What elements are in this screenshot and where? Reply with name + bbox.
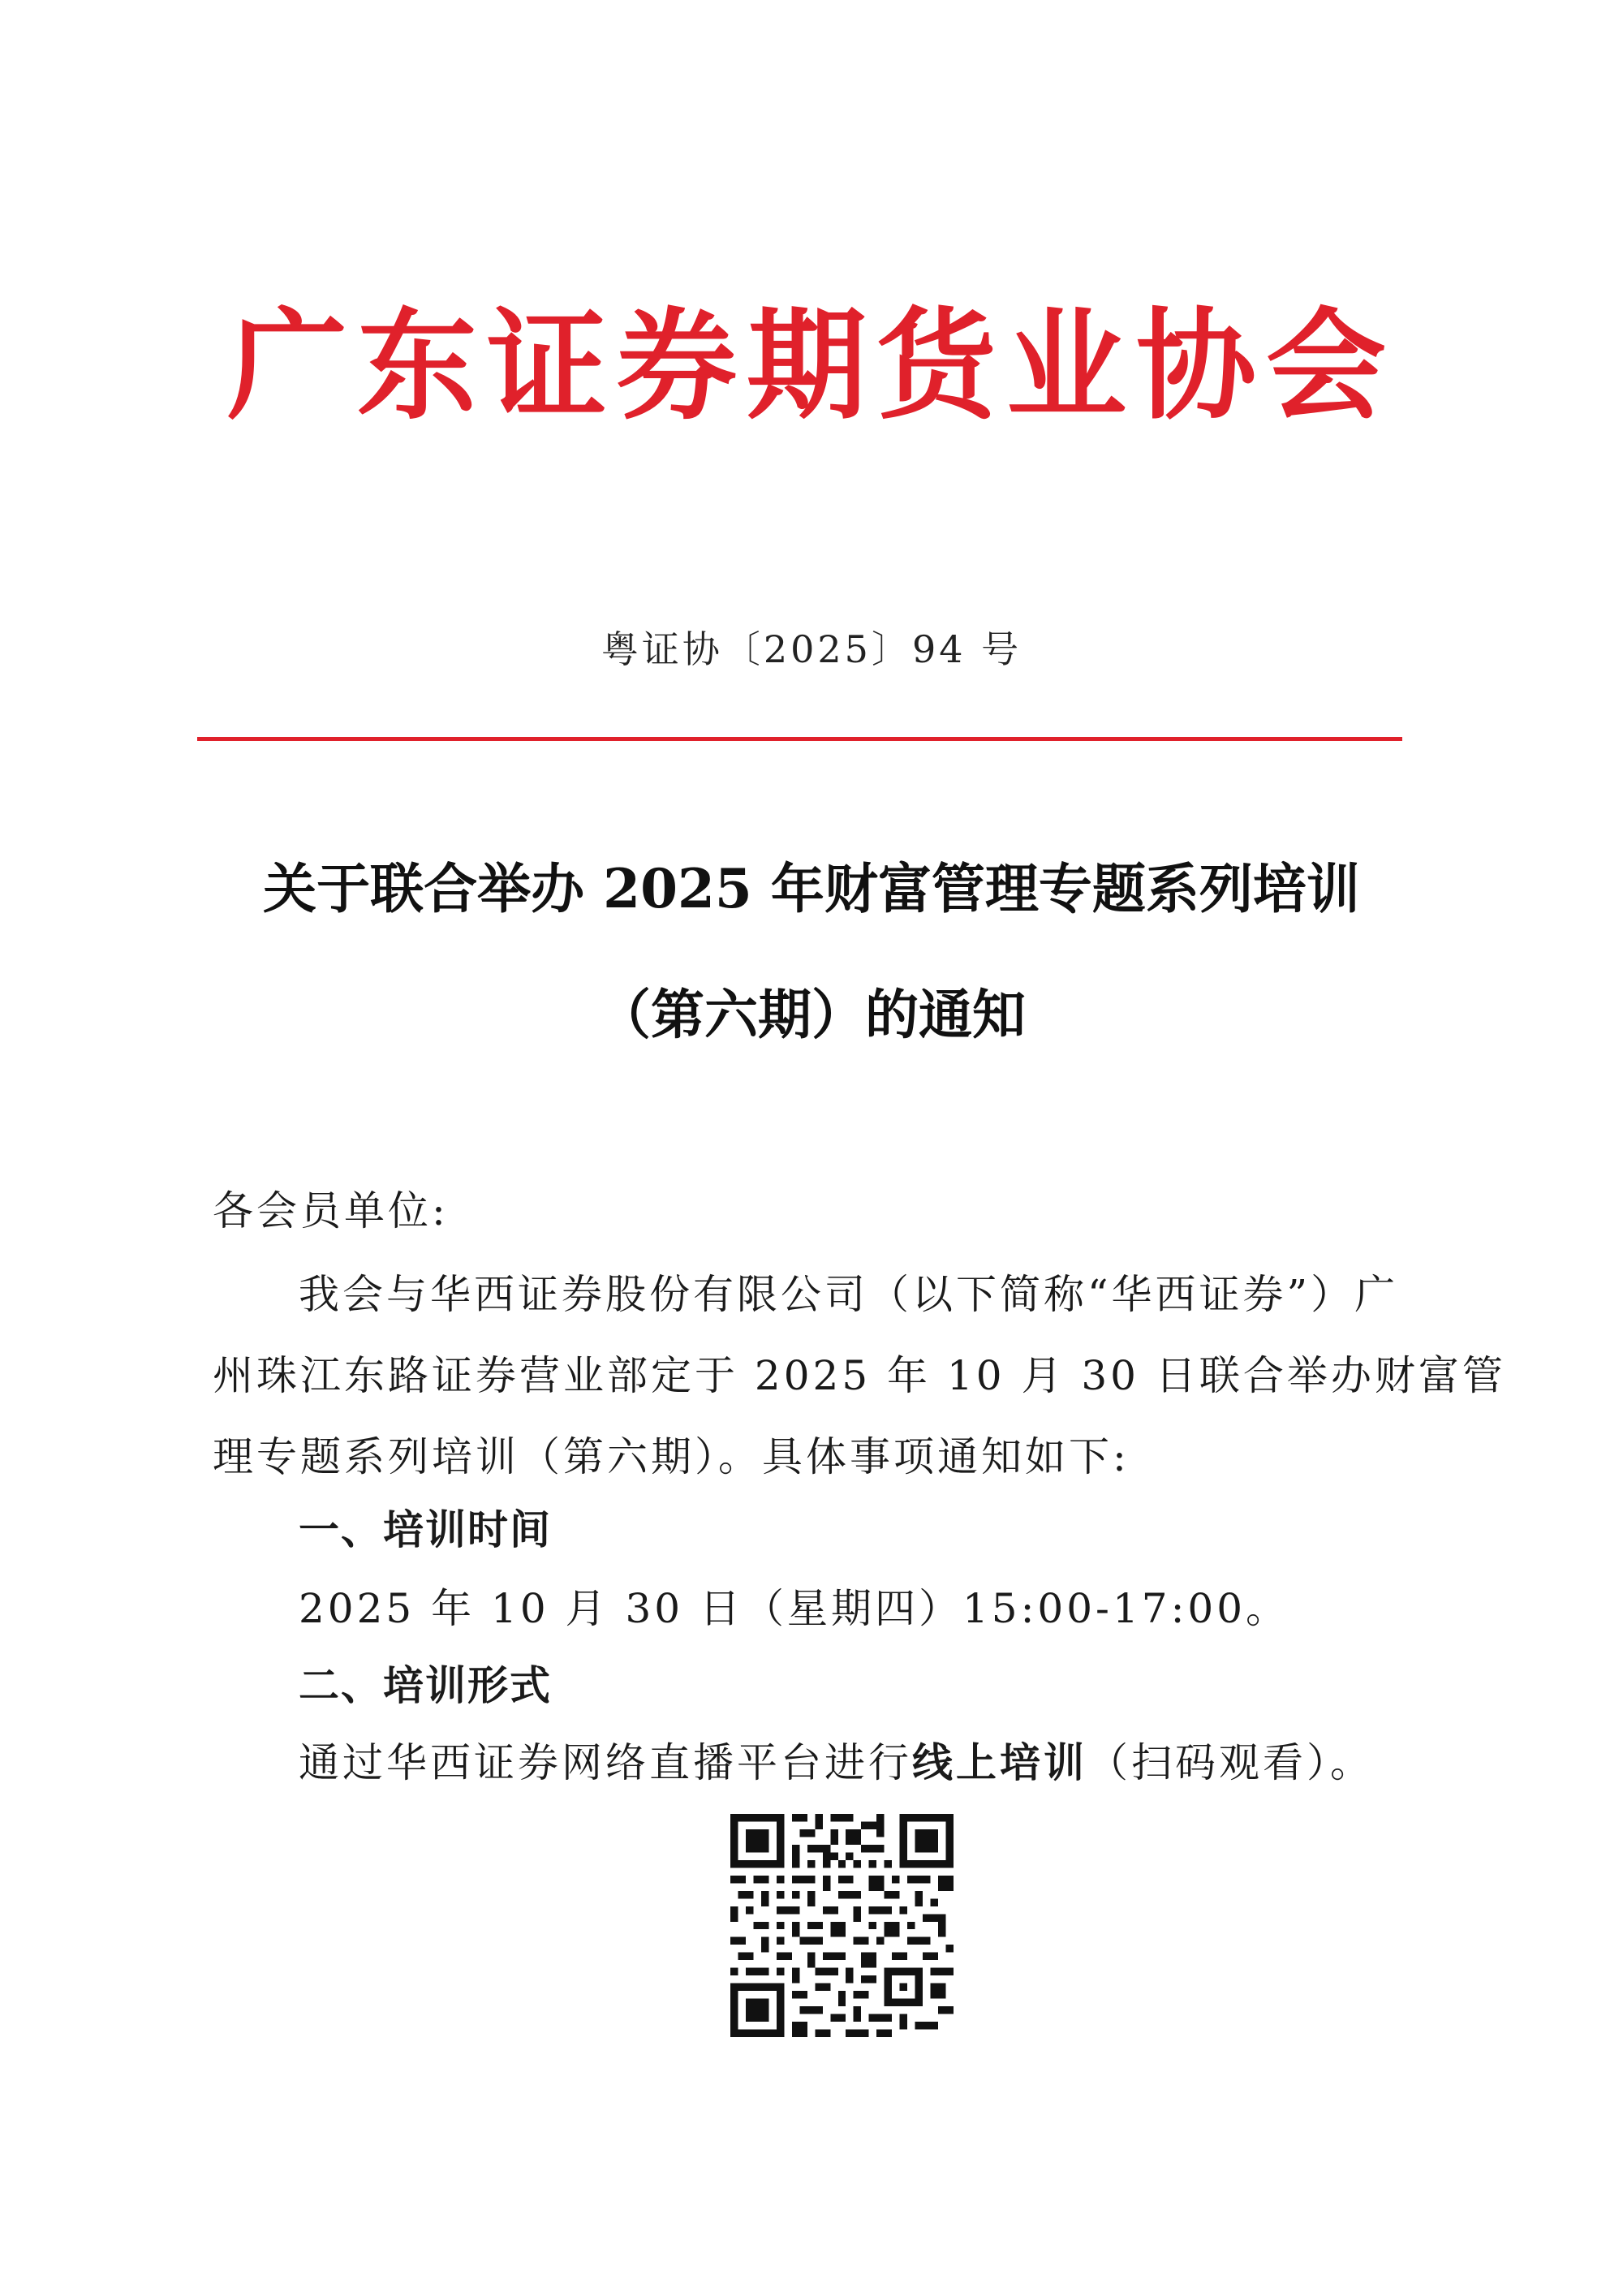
section-1-text: 2025 年 10 月 30 日（星期四）15:00-17:00。	[299, 1585, 1290, 1632]
section-2-text	[299, 1737, 1427, 1789]
section-2-text-pre: 通过华西证券网络直播平台进行	[299, 1739, 912, 1786]
document-title-line-2: （第六期）的通知	[597, 983, 1026, 1046]
paragraph-1-line-2: 州珠江东路证券营业部定于 2025 年 10 月 30 日联合举办财富管	[213, 1352, 1506, 1399]
qr-code-graphic	[730, 1814, 954, 2037]
qr-code-icon[interactable]	[730, 1814, 954, 2037]
organization-name: 广东证券期货业协会	[227, 295, 1396, 436]
paragraph-1-line-1: 我会与华西证券股份有限公司（以下简称“华西证券”）广	[299, 1271, 1399, 1318]
document-number: 粤证协〔2025〕94 号	[601, 627, 1022, 671]
section-2-heading: 二、培训形式	[299, 1662, 552, 1709]
section-1-heading: 一、培训时间	[299, 1506, 552, 1553]
document-title-line-1: 关于联合举办 2025 年财富管理专题系列培训	[263, 857, 1360, 920]
paragraph-1-line-3: 理专题系列培训（第六期）。具体事项通知如下:	[213, 1433, 1130, 1480]
section-2-text-post: （扫码观看）。	[1087, 1739, 1374, 1786]
header-divider	[197, 737, 1402, 741]
section-2-text-bold: 线上培训	[912, 1739, 1087, 1786]
salutation: 各会员单位:	[213, 1187, 449, 1234]
